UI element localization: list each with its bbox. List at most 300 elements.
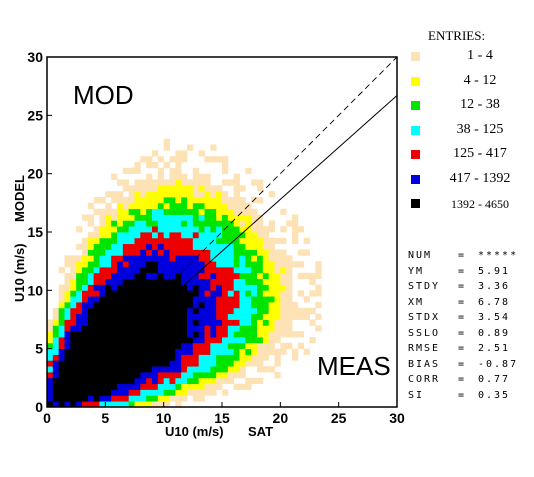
stat-name: RMSE — [408, 343, 441, 354]
density-cell — [140, 390, 146, 396]
density-cell — [240, 261, 246, 267]
density-cell — [65, 290, 71, 296]
density-cell — [280, 308, 286, 314]
density-cell — [140, 349, 146, 355]
density-cell — [251, 244, 257, 250]
density-cell — [263, 226, 269, 232]
density-cell — [111, 279, 117, 285]
density-cell — [59, 343, 65, 349]
density-cell — [245, 343, 251, 349]
density-cell — [315, 302, 321, 308]
density-cell — [135, 244, 141, 250]
density-cell — [105, 290, 111, 296]
density-cell — [205, 314, 211, 320]
density-cell — [170, 156, 176, 162]
density-cell — [205, 226, 211, 232]
density-cell — [205, 279, 211, 285]
density-cell — [146, 232, 152, 238]
density-cell — [158, 238, 164, 244]
density-cell — [170, 285, 176, 291]
density-cell — [187, 145, 193, 151]
density-cell — [199, 331, 205, 337]
density-cells — [47, 139, 322, 408]
density-cell — [222, 320, 228, 326]
density-cell — [187, 384, 193, 390]
density-cell — [245, 244, 251, 250]
density-cell — [53, 355, 59, 361]
density-cell — [275, 325, 281, 331]
density-cell — [292, 215, 298, 221]
density-cell — [280, 255, 286, 261]
density-cell — [111, 302, 117, 308]
density-cell — [251, 355, 257, 361]
density-cell — [275, 308, 281, 314]
density-cell — [175, 215, 181, 221]
density-cell — [234, 185, 240, 191]
density-cell — [88, 308, 94, 314]
density-cell — [164, 203, 170, 209]
density-cell — [181, 302, 187, 308]
density-cell — [94, 250, 100, 256]
density-cell — [269, 267, 275, 273]
density-cell — [269, 244, 275, 250]
density-cell — [135, 250, 141, 256]
legend-swatch — [411, 126, 420, 135]
density-cell — [117, 384, 123, 390]
density-cell — [146, 226, 152, 232]
density-cell — [123, 395, 129, 401]
density-cell — [146, 285, 152, 291]
density-cell — [82, 290, 88, 296]
density-cell — [82, 343, 88, 349]
density-cell — [65, 320, 71, 326]
density-cell — [164, 232, 170, 238]
density-cell — [228, 355, 234, 361]
density-cell — [210, 232, 216, 238]
density-cell — [222, 378, 228, 384]
density-cell — [187, 320, 193, 326]
density-cell — [152, 366, 158, 372]
y-tick-label: 10 — [27, 282, 43, 299]
density-cell — [275, 267, 281, 273]
density-cell — [158, 215, 164, 221]
density-cell — [82, 384, 88, 390]
density-cell — [129, 337, 135, 343]
density-cell — [129, 232, 135, 238]
density-cell — [175, 355, 181, 361]
density-cell — [269, 308, 275, 314]
density-cell — [199, 209, 205, 215]
density-cell — [181, 279, 187, 285]
density-cell — [111, 372, 117, 378]
density-cell — [129, 215, 135, 221]
density-cell — [216, 250, 222, 256]
density-cell — [140, 337, 146, 343]
density-cell — [286, 325, 292, 331]
density-cell — [170, 384, 176, 390]
density-cell — [269, 331, 275, 337]
density-cell — [59, 320, 65, 326]
density-cell — [100, 250, 106, 256]
density-cell — [70, 267, 76, 273]
density-cell — [234, 349, 240, 355]
density-cell — [76, 384, 82, 390]
density-cell — [216, 372, 222, 378]
density-cell — [298, 314, 304, 320]
density-cell — [257, 267, 263, 273]
density-cell — [123, 384, 129, 390]
density-cell — [275, 337, 281, 343]
y-axis-label: U10 (m/s) — [12, 243, 27, 302]
density-cell — [170, 244, 176, 250]
density-cell — [210, 325, 216, 331]
density-cell — [205, 355, 211, 361]
density-cell — [140, 285, 146, 291]
density-cell — [53, 384, 59, 390]
density-cell — [140, 366, 146, 372]
density-cell — [158, 384, 164, 390]
density-cell — [135, 232, 141, 238]
density-cell — [257, 238, 263, 244]
density-cell — [216, 355, 222, 361]
density-cell — [170, 349, 176, 355]
density-cell — [181, 203, 187, 209]
density-cell — [76, 285, 82, 291]
density-cell — [170, 337, 176, 343]
density-cell — [216, 378, 222, 384]
density-cell — [88, 325, 94, 331]
density-cell — [187, 197, 193, 203]
density-cell — [129, 290, 135, 296]
density-cell — [105, 232, 111, 238]
density-cell — [275, 296, 281, 302]
density-cell — [164, 290, 170, 296]
density-cell — [111, 191, 117, 197]
density-cell — [228, 308, 234, 314]
density-cell — [269, 302, 275, 308]
density-cell — [199, 185, 205, 191]
density-cell — [240, 325, 246, 331]
density-cell — [117, 290, 123, 296]
density-cell — [240, 384, 246, 390]
density-cell — [105, 355, 111, 361]
density-cell — [70, 320, 76, 326]
density-cell — [263, 296, 269, 302]
density-cell — [205, 156, 211, 162]
density-cell — [117, 255, 123, 261]
stat-value: 5.91 — [478, 265, 511, 277]
y-tick-label: 25 — [27, 107, 43, 124]
density-cell — [164, 267, 170, 273]
stat-value: 0.89 — [478, 327, 511, 339]
density-cell — [53, 372, 59, 378]
density-cell — [88, 285, 94, 291]
legend-swatch — [411, 150, 420, 159]
density-cell — [187, 325, 193, 331]
density-cell — [135, 180, 141, 186]
density-cell — [199, 255, 205, 261]
density-cell — [117, 308, 123, 314]
y-tick-label: 20 — [27, 165, 43, 182]
density-cell — [199, 279, 205, 285]
density-cell — [263, 331, 269, 337]
density-cell — [210, 226, 216, 232]
density-cell — [292, 220, 298, 226]
density-cell — [210, 220, 216, 226]
density-cell — [152, 185, 158, 191]
density-cell — [286, 331, 292, 337]
density-cell — [111, 366, 117, 372]
density-cell — [251, 290, 257, 296]
density-cell — [251, 349, 257, 355]
density-cell — [292, 302, 298, 308]
density-cell — [164, 191, 170, 197]
density-cell — [111, 314, 117, 320]
density-cell — [193, 168, 199, 174]
density-cell — [129, 267, 135, 273]
density-cell — [129, 244, 135, 250]
density-cell — [216, 261, 222, 267]
density-cell — [123, 366, 129, 372]
density-cell — [158, 314, 164, 320]
stat-row — [408, 390, 534, 406]
legend-item — [408, 122, 534, 147]
density-cell — [216, 308, 222, 314]
density-cell — [199, 180, 205, 186]
density-cell — [158, 255, 164, 261]
density-cell — [140, 185, 146, 191]
density-cell — [199, 314, 205, 320]
density-cell — [170, 238, 176, 244]
density-cell — [70, 302, 76, 308]
density-cell — [111, 250, 117, 256]
density-cell — [193, 366, 199, 372]
density-cell — [298, 226, 304, 232]
density-cell — [210, 203, 216, 209]
density-cell — [251, 250, 257, 256]
density-cell — [280, 320, 286, 326]
density-cell — [158, 168, 164, 174]
density-cell — [222, 215, 228, 221]
density-cell — [286, 285, 292, 291]
density-cell — [210, 343, 216, 349]
density-cell — [164, 308, 170, 314]
density-cell — [280, 296, 286, 302]
density-cell — [181, 156, 187, 162]
density-cell — [146, 250, 152, 256]
density-cell — [94, 302, 100, 308]
density-cell — [140, 220, 146, 226]
density-cell — [210, 244, 216, 250]
density-cell — [205, 360, 211, 366]
density-cell — [129, 308, 135, 314]
density-cell — [304, 308, 310, 314]
density-cell — [164, 331, 170, 337]
density-cell — [205, 185, 211, 191]
density-cell — [187, 232, 193, 238]
density-cell — [135, 185, 141, 191]
density-cell — [245, 384, 251, 390]
density-cell — [140, 279, 146, 285]
density-cell — [193, 308, 199, 314]
density-cell — [315, 290, 321, 296]
density-cell — [222, 180, 228, 186]
density-cell — [199, 343, 205, 349]
density-cell — [193, 226, 199, 232]
density-cell — [105, 331, 111, 337]
density-cell — [222, 355, 228, 361]
density-cell — [228, 232, 234, 238]
density-cell — [175, 209, 181, 215]
stat-value: 2.51 — [478, 343, 511, 354]
density-cell — [216, 384, 222, 390]
density-cell — [47, 325, 53, 331]
density-cell — [263, 320, 269, 326]
density-cell — [205, 378, 211, 384]
density-cell — [111, 261, 117, 267]
density-cell — [65, 308, 71, 314]
stat-value: 0.35 — [478, 389, 511, 401]
density-cell — [234, 174, 240, 180]
density-cell — [216, 197, 222, 203]
density-cell — [199, 261, 205, 267]
y-tick-label: 15 — [27, 224, 43, 240]
density-cell — [47, 384, 53, 390]
density-cell — [234, 366, 240, 372]
density-cell — [205, 197, 211, 203]
density-cell — [193, 279, 199, 285]
density-cell — [123, 378, 129, 384]
density-cell — [310, 308, 316, 314]
density-cell — [245, 355, 251, 361]
density-cell — [164, 395, 170, 401]
density-cell — [175, 168, 181, 174]
density-cell — [82, 267, 88, 273]
density-cell — [193, 320, 199, 326]
density-cell — [76, 314, 82, 320]
density-cell — [199, 320, 205, 326]
density-cell — [187, 185, 193, 191]
density-cell — [100, 261, 106, 267]
density-cell — [82, 390, 88, 396]
density-cell — [257, 325, 263, 331]
density-cell — [94, 261, 100, 267]
density-cell — [105, 273, 111, 279]
density-cell — [70, 273, 76, 279]
density-cell — [152, 349, 158, 355]
density-cell — [70, 349, 76, 355]
density-cell — [123, 320, 129, 326]
density-cell — [257, 337, 263, 343]
density-cell — [135, 308, 141, 314]
density-cell — [82, 331, 88, 337]
density-cell — [269, 273, 275, 279]
density-cell — [135, 273, 141, 279]
legend-label: 1392 - 4650 — [451, 197, 509, 211]
density-cell — [240, 279, 246, 285]
density-cell — [193, 261, 199, 267]
density-cell — [199, 150, 205, 156]
density-cell — [100, 244, 106, 250]
density-cell — [76, 343, 82, 349]
density-cell — [70, 372, 76, 378]
density-cell — [234, 180, 240, 186]
density-cell — [193, 360, 199, 366]
density-cell — [170, 378, 176, 384]
density-cell — [234, 191, 240, 197]
density-cell — [292, 226, 298, 232]
density-cell — [164, 226, 170, 232]
density-cell — [164, 215, 170, 221]
density-cell — [193, 232, 199, 238]
density-cell — [140, 180, 146, 186]
density-cell — [216, 279, 222, 285]
density-cell — [251, 378, 257, 384]
density-cell — [228, 378, 234, 384]
density-cell — [146, 209, 152, 215]
density-cell — [257, 279, 263, 285]
x-tick-label: 5 — [101, 410, 110, 426]
density-cell — [216, 337, 222, 343]
density-cell — [187, 226, 193, 232]
density-cell — [251, 314, 257, 320]
density-cell — [210, 360, 216, 366]
density-cell — [152, 331, 158, 337]
density-cell — [193, 355, 199, 361]
stat-equals: = — [458, 343, 467, 354]
density-cell — [88, 261, 94, 267]
density-cell — [70, 279, 76, 285]
density-cell — [82, 314, 88, 320]
density-cell — [164, 209, 170, 215]
density-cell — [123, 180, 129, 186]
density-cell — [228, 267, 234, 273]
density-cell — [175, 349, 181, 355]
density-cell — [76, 226, 82, 232]
density-cell — [222, 203, 228, 209]
density-cell — [111, 174, 117, 180]
density-cell — [263, 255, 269, 261]
density-cell — [100, 372, 106, 378]
density-cell — [65, 302, 71, 308]
density-cell — [205, 349, 211, 355]
density-cell — [105, 285, 111, 291]
density-cell — [263, 308, 269, 314]
density-cell — [59, 366, 65, 372]
density-cell — [70, 290, 76, 296]
density-cell — [88, 290, 94, 296]
stat-equals: = — [458, 250, 467, 261]
density-cell — [263, 238, 269, 244]
density-cell — [245, 285, 251, 291]
density-cell — [181, 232, 187, 238]
density-cell — [240, 244, 246, 250]
density-cell — [228, 285, 234, 291]
density-cell — [88, 250, 94, 256]
density-cell — [228, 215, 234, 221]
density-cell — [129, 261, 135, 267]
density-cell — [59, 296, 65, 302]
density-cell — [175, 320, 181, 326]
density-cell — [158, 232, 164, 238]
density-cell — [210, 308, 216, 314]
density-cell — [129, 360, 135, 366]
density-cell — [170, 325, 176, 331]
density-cell — [175, 162, 181, 168]
density-cell — [117, 191, 123, 197]
legend-label: 1 - 4 — [467, 48, 493, 63]
density-cell — [175, 267, 181, 273]
